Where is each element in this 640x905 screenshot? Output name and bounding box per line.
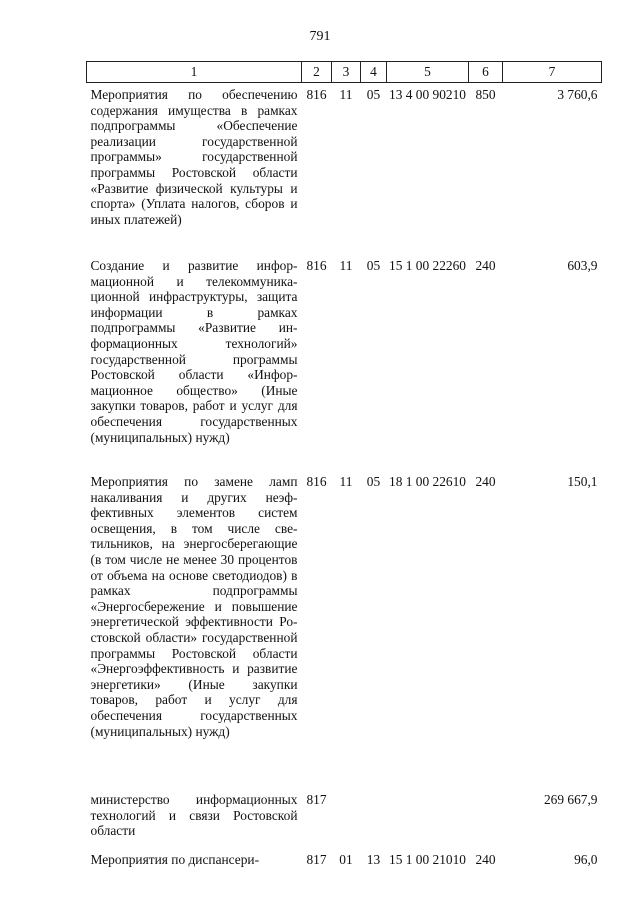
column-header: 4 [361,62,387,83]
column-header: 5 [387,62,469,83]
cell-expense-type: 850 [475,87,496,102]
row-description: Мероприятия по замене ламп накаливания и других неэффективных элементов систем освещения, в том числе светильников, на энергосберегающие (в том числе не менее 30 процентов от объема на основе светодиодов) в рамках подпрограммы «Энергосбережение и повышение энергетической эффективности Ростовской области» государственной программы Ростовской области «Энергоэффективность и развитие энергетики» (Иные закупки товаров, работ и услуг для обеспечения государственных (муниципальных) нужд) [90,474,298,739]
cell-amount: 150,1 [567,474,598,489]
column-header: 2 [302,62,332,83]
page-number: 791 [309,29,331,44]
budget-table [86,61,602,872]
table-row [87,83,602,255]
cell-amount: 3 760,6 [557,87,598,102]
cell-section: 11 [339,474,353,489]
cell-ministry-code: 816 [306,258,327,273]
cell-ministry-code: 817 [306,852,327,867]
table-row [87,254,602,470]
row-description: Мероприятия по диспансери- [90,852,260,867]
column-header: 1 [87,62,302,83]
cell-expense-type: 240 [475,258,496,273]
table-row [87,848,602,872]
table-row [87,470,602,788]
cell-section: 01 [339,852,353,867]
cell-ministry-code: 816 [306,87,327,102]
row-description: министерство информационных технологий и связи Ростовской области [90,792,298,839]
cell-amount: 269 667,9 [543,792,598,807]
cell-expense-type: 240 [475,474,496,489]
cell-section: 11 [339,258,353,273]
cell-ministry-code: 816 [306,474,327,489]
row-description: Мероприятия по обеспечению содержания имущества в рамках подпрограммы «Обеспечение реализации государственной программы» государственной программы Ростовской области «Развитие физической культуры и спорта» (Уплата налогов, сборов и иных платежей) [90,87,298,227]
cell-amount: 603,9 [567,258,598,273]
table-row [87,788,602,848]
cell-target-article: 13 4 00 90210 [389,87,466,102]
column-header: 3 [332,62,361,83]
cell-target-article: 15 1 00 21010 [389,852,466,867]
cell-section: 11 [339,87,353,102]
cell-expense-type: 240 [475,852,496,867]
column-header: 7 [503,62,602,83]
cell-subsection: 05 [366,87,381,102]
cell-ministry-code: 817 [306,792,327,807]
cell-target-article: 18 1 00 22610 [389,474,466,489]
cell-subsection [361,788,387,848]
cell-target-article [387,788,469,848]
cell-subsection: 13 [366,852,381,867]
cell-section [332,788,361,848]
cell-expense-type [469,788,503,848]
table-header-row [87,62,602,83]
column-header: 6 [469,62,503,83]
cell-amount: 96,0 [574,852,598,867]
cell-subsection: 05 [366,474,381,489]
cell-target-article: 15 1 00 22260 [389,258,466,273]
row-description: Создание и развитие информационной и телекоммуникационной инфраструктуры, защита информации в рамках подпрограммы «Развитие информационных технологий» государственной программы Ростовской области «Информационное общество» (Иные закупки товаров, работ и услуг для обеспечения государственных (муниципальных) нужд) [90,258,298,445]
cell-subsection: 05 [366,258,381,273]
